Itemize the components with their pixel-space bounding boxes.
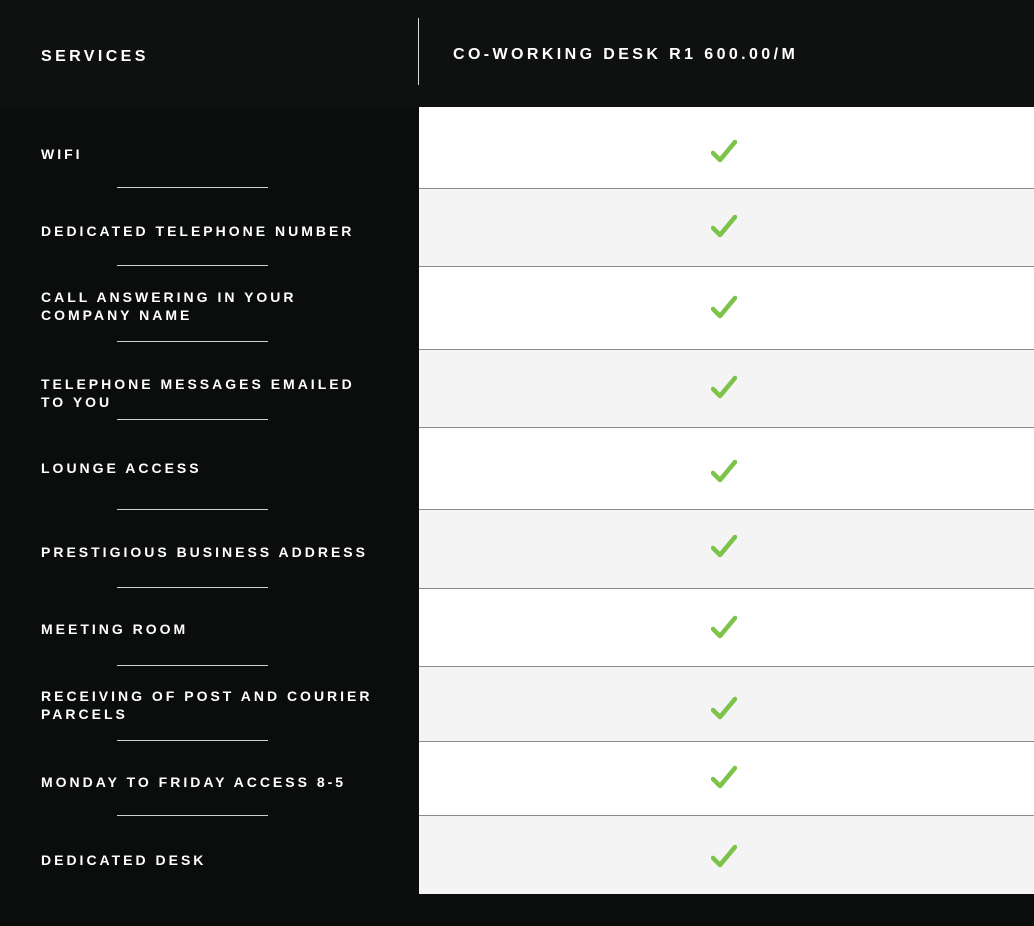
table-row	[419, 266, 1034, 349]
service-label: CALL ANSWERING IN YOUR COMPANY NAME	[41, 289, 297, 323]
table-row	[419, 666, 1034, 741]
service-label: LOUNGE ACCESS	[41, 460, 202, 476]
table-row	[419, 349, 1034, 427]
checkmark-icon	[711, 534, 737, 560]
checkmark-icon	[711, 459, 737, 485]
service-label: DEDICATED TELEPHONE NUMBER	[41, 223, 355, 239]
services-list	[0, 107, 419, 926]
table-row	[419, 815, 1034, 894]
table-row	[419, 588, 1034, 666]
service-divider	[117, 665, 268, 666]
table-row	[419, 741, 1034, 815]
service-label: RECEIVING OF POST AND COURIER PARCELS	[41, 688, 373, 722]
header-divider	[418, 18, 419, 85]
table-row	[419, 188, 1034, 266]
service-label: MONDAY TO FRIDAY ACCESS 8-5	[41, 774, 347, 790]
services-column-header: SERVICES	[41, 48, 149, 65]
service-divider	[117, 265, 268, 266]
service-divider	[117, 740, 268, 741]
checkmark-icon	[711, 615, 737, 641]
checkmark-icon	[711, 844, 737, 870]
table-row	[419, 509, 1034, 588]
table-row	[419, 427, 1034, 509]
service-divider	[117, 419, 268, 420]
checkmark-icon	[711, 375, 737, 401]
checkmark-icon	[711, 696, 737, 722]
service-label: WIFI	[41, 146, 83, 162]
checkmark-icon	[711, 295, 737, 321]
service-divider	[117, 815, 268, 816]
checkmark-icon	[711, 139, 737, 165]
table-header	[0, 0, 1034, 107]
service-divider	[117, 587, 268, 588]
service-divider	[117, 341, 268, 342]
service-divider	[117, 509, 268, 510]
checkmark-icon	[711, 214, 737, 240]
service-label: DEDICATED DESK	[41, 852, 207, 868]
checkmark-icon	[711, 765, 737, 791]
service-label: MEETING ROOM	[41, 621, 189, 637]
service-label: TELEPHONE MESSAGES EMAILED TO YOU	[41, 376, 355, 410]
plan-column	[419, 107, 1034, 894]
service-divider	[117, 187, 268, 188]
service-label: PRESTIGIOUS BUSINESS ADDRESS	[41, 544, 368, 560]
plan-column-header: CO-WORKING DESK R1 600.00/M	[453, 46, 799, 63]
table-row	[419, 107, 1034, 188]
